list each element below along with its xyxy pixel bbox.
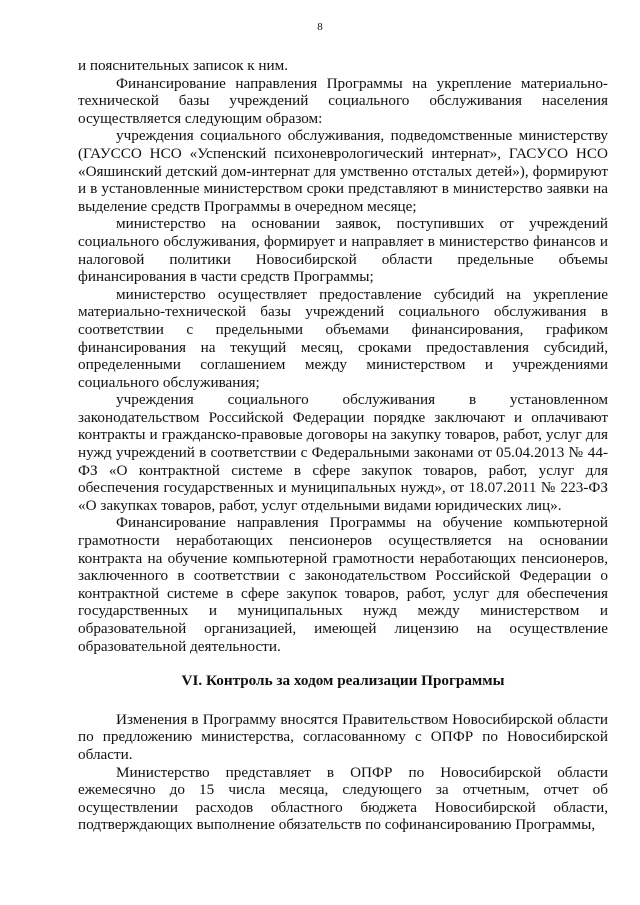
paragraph: Финансирование направления Программы на обучение компьютерной грамотности неработающих пенсионеров осуществляется на основании контракта на обучение компьютерной грамотности неработающих пенсионеров, заключенного в соответствии с законодательством Российской Федерации о контрактной системе в сфере закупок товаров, работ, услуг для обеспечения государственных и муниципальных нужд между министерством и образовательной организацией, имеющей лицензию на осуществление образовательной деятельности. [78,514,608,655]
page-number: 8 [317,21,323,33]
paragraph: Финансирование направления Программы на укрепление материально-технической базы учреждений социального обслуживания населения осуществляется следующим образом: [78,74,608,127]
paragraph: Министерство представляет в ОПФР по Новосибирской области ежемесячно до 15 числа месяца, следующего за отчетным, отчет об осуществлении расходов областного бюджета Новосибирской области, подтверждающих выполнение обязательств по софинансированию Программы, [78,763,608,834]
paragraph: учреждения социального обслуживания, подведомственные министерству (ГАУССО НСО «Успенский психоневрологический интернат», ГАСУСО НСО «Ояшинский детский дом-интернат для умственно отсталых детей»), формируют и в установленные министерством сроки представляют в министерство заявки на выделение средств Программы в очередном месяце; [78,127,608,215]
paragraph: и пояснительных записок к ним. [78,57,289,74]
paragraph: учреждения социального обслуживания в установленном законодательством Российской Федерации порядке заключают и оплачивают контракты и гражданско-правовые договоры на закупку товаров, работ, услуг для нужд учреждений в соответствии с Федеральными законами от 05.04.2013 № 44-ФЗ «О контрактной системе в сфере закупок товаров, работ, услуг для обеспечения государственных и муниципальных нужд», от 18.07.2011 № 223-ФЗ «О закупках товаров, работ, услуг отдельными видами юридических лиц». [78,391,608,514]
paragraph: Изменения в Программу вносятся Правительством Новосибирской области по предложению министерства, согласованному с ОПФР по Новосибирской области. [78,710,608,763]
section-heading: VI. Контроль за ходом реализации Программы [181,672,505,690]
document-body [78,57,608,834]
paragraph: министерство осуществляет предоставление субсидий на укрепление материально-технической базы учреждений социального обслуживания в соответствии с предельными объемами финансирования, графиком финансирования на текущий месяц, сроками предоставления субсидий, определенными соглашением между министерством и учреждениями социального обслуживания; [78,285,608,391]
paragraph: министерство на основании заявок, поступивших от учреждений социального обслуживания, формирует и направляет в министерство финансов и налоговой политики Новосибирской области предельные объемы финансирования в части средств Программы; [78,215,608,286]
